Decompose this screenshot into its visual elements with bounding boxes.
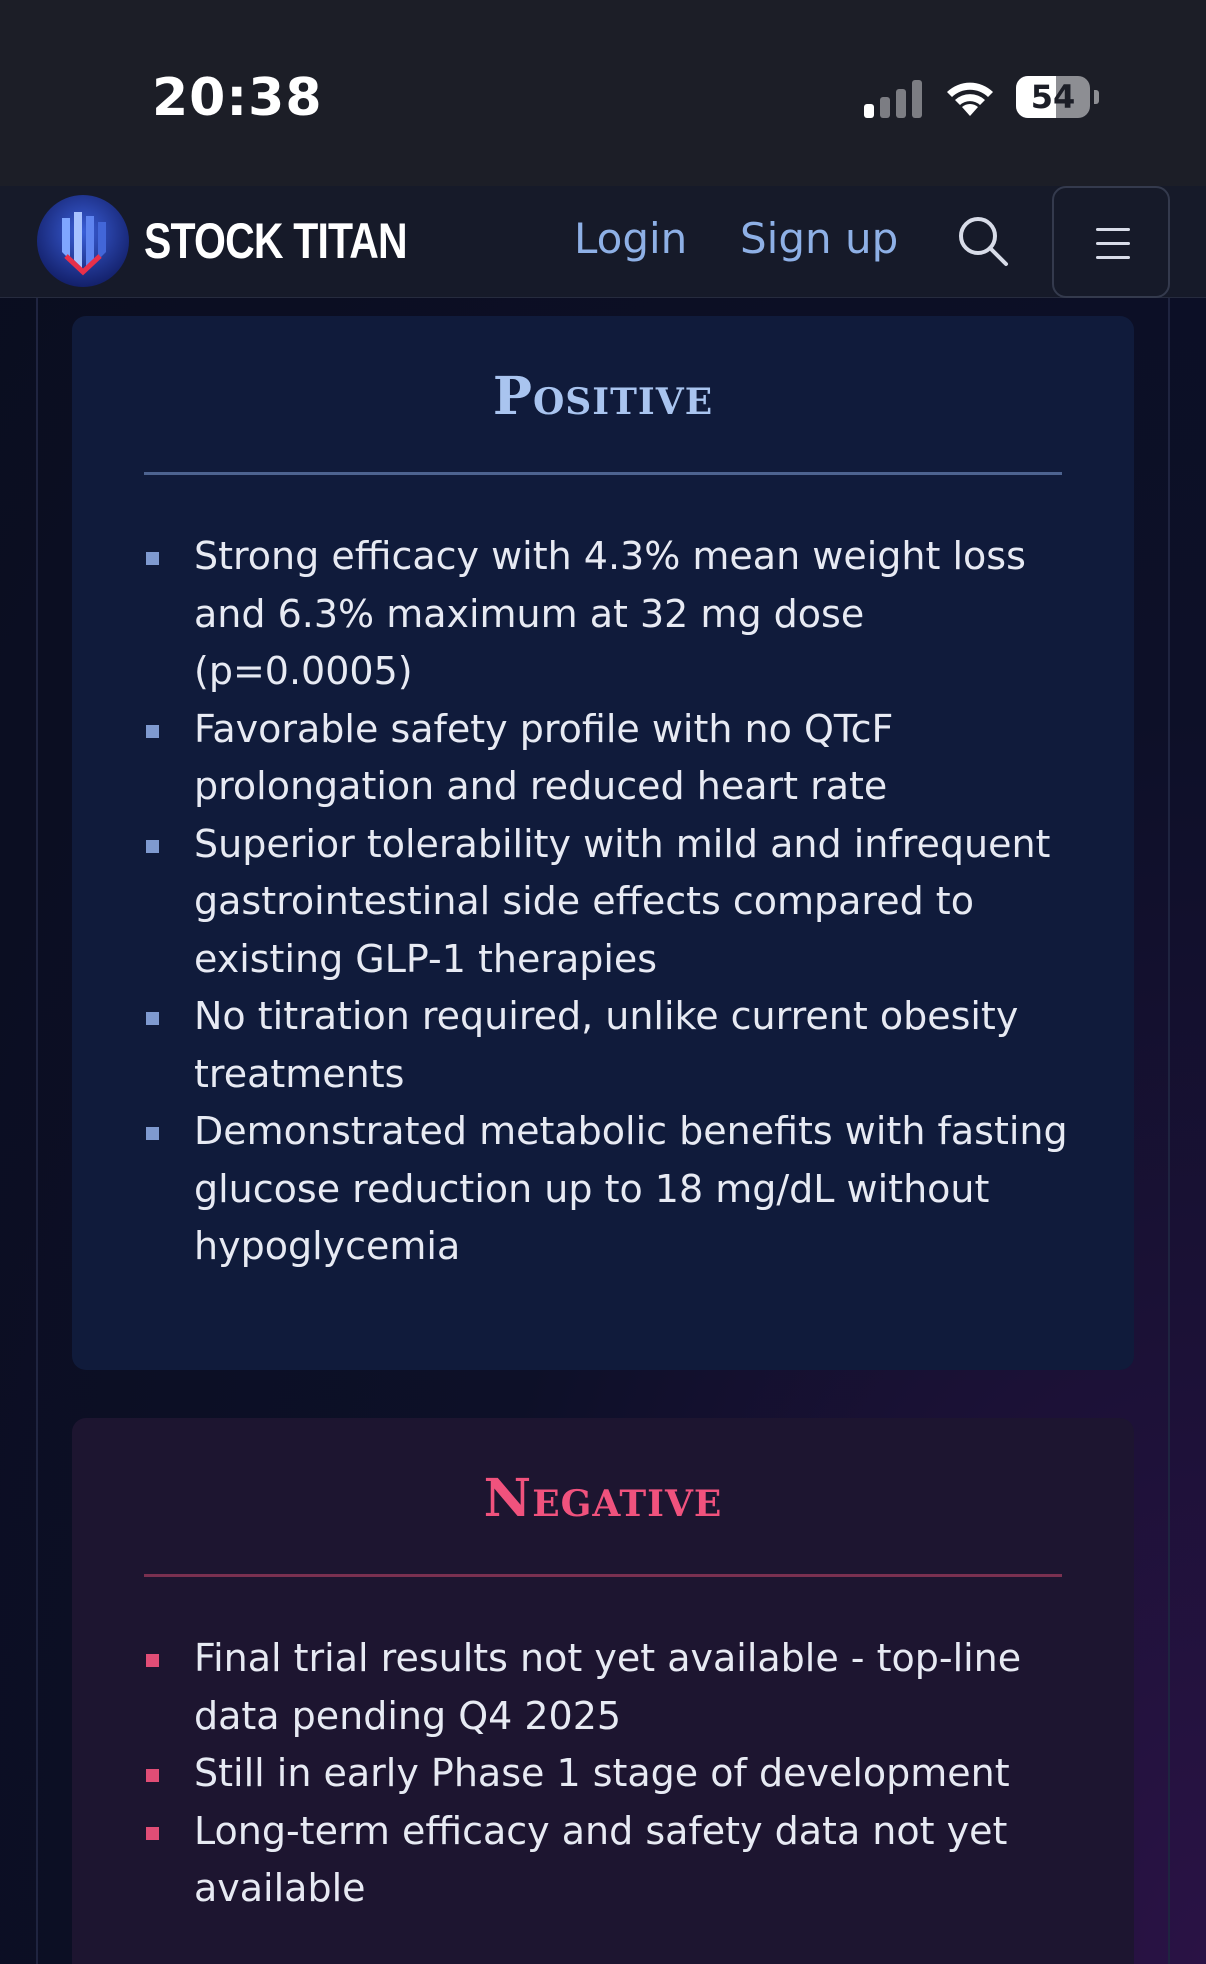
positive-item: Strong efficacy with 4.3% mean weight loss and 6.3% maximum at 32 mg dose (p=0.0005) — [144, 528, 1074, 701]
navbar — [0, 186, 1206, 298]
negative-card — [72, 1418, 1134, 1964]
stock-titan-logo-icon[interactable] — [36, 194, 130, 288]
wifi-icon — [944, 76, 996, 118]
cellular-signal-icon — [864, 80, 924, 118]
search-icon[interactable] — [956, 214, 1010, 268]
positive-divider — [144, 472, 1062, 475]
negative-title: Negative — [483, 1468, 723, 1529]
menu-button[interactable] — [1052, 186, 1170, 298]
brand-name[interactable]: STOCK TITAN — [144, 213, 407, 269]
positive-item: Superior tolerability with mild and infrequent gastrointestinal side effects compared to existing GLP-1 therapies — [144, 816, 1074, 989]
status-time: 20:38 — [152, 68, 323, 128]
positive-list — [144, 528, 1074, 1276]
positive-item: Favorable safety profile with no QTcF prolongation and reduced heart rate — [144, 701, 1074, 816]
status-bar — [0, 0, 1206, 186]
negative-item: Still in early Phase 1 stage of development — [144, 1745, 1074, 1803]
positive-card — [72, 316, 1134, 1370]
positive-item: Demonstrated metabolic benefits with fasting glucose reduction up to 18 mg/dL without hypoglycemia — [144, 1103, 1074, 1276]
negative-item: Long-term efficacy and safety data not yet available — [144, 1803, 1074, 1918]
positive-item: No titration required, unlike current obesity treatments — [144, 988, 1074, 1103]
battery-level: 54 — [1030, 78, 1076, 116]
positive-title: Positive — [492, 366, 714, 427]
negative-list — [144, 1630, 1074, 1918]
login-link[interactable]: Login — [574, 214, 688, 263]
signup-link[interactable]: Sign up — [740, 214, 899, 263]
battery-icon — [1016, 76, 1098, 118]
hamburger-menu-icon — [1096, 228, 1130, 231]
negative-divider — [144, 1574, 1062, 1577]
negative-item: Final trial results not yet available - top-line data pending Q4 2025 — [144, 1630, 1074, 1745]
